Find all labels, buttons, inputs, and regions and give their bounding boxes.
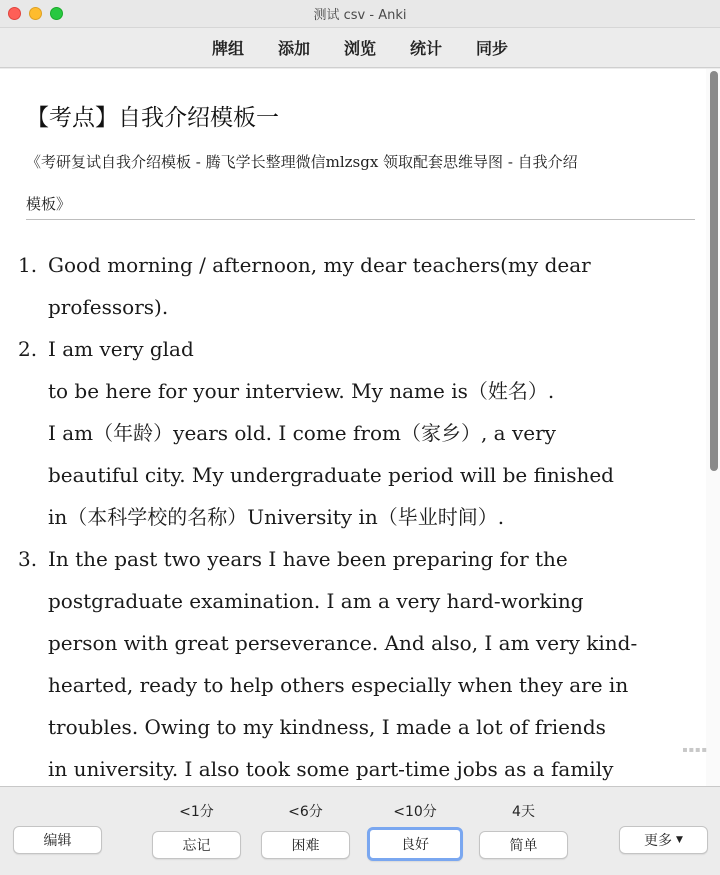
list-item xyxy=(18,244,698,328)
more-button[interactable] xyxy=(619,826,708,854)
interval-good: <10分 xyxy=(393,804,437,820)
toolbar-sync[interactable]: 同步 xyxy=(476,39,509,58)
hard-button[interactable]: 困难 xyxy=(261,831,350,859)
list-line: Good morning / afternoon, my dear teachers(my dear xyxy=(48,253,591,277)
maximize-window-button[interactable] xyxy=(50,7,63,20)
again-button[interactable]: 忘记 xyxy=(152,831,241,859)
list-number: 1. xyxy=(18,253,38,277)
interval-hard: <6分 xyxy=(288,804,323,820)
more-button-label: 更多 xyxy=(644,833,673,849)
list-item xyxy=(18,328,698,538)
list-line: to be here for your interview. My name is（姓名）. xyxy=(48,379,555,403)
toolbar-browse[interactable]: 浏览 xyxy=(343,39,376,58)
list-number: 3. xyxy=(18,547,38,571)
list-item xyxy=(18,538,698,786)
vertical-scrollbar[interactable] xyxy=(706,69,720,786)
card-subtitle-line: 《考研复试自我介绍模板 - 腾飞学长整理微信mlzsgx 领取配套思维导图 - 自我介绍 xyxy=(26,153,578,171)
list-line: hearted, ready to help others especially when they are in xyxy=(48,673,629,697)
list-line: in（本科学校的名称）University in（毕业时间）. xyxy=(48,505,505,529)
scrollbar-thumb[interactable] xyxy=(710,71,718,471)
toolbar-stats[interactable]: 统计 xyxy=(410,39,443,58)
list-number: 2. xyxy=(18,337,38,361)
list-line: professors). xyxy=(48,295,169,319)
window-title: 测试 csv - Anki xyxy=(313,8,407,23)
toolbar-decks[interactable]: 牌组 xyxy=(211,39,244,58)
close-window-button[interactable] xyxy=(8,7,21,20)
card-list xyxy=(18,244,698,786)
window-controls xyxy=(8,7,63,20)
card-subtitle-line: 模板》 xyxy=(26,195,72,213)
list-line: person with great perseverance. And also, I am very kind- xyxy=(48,631,638,655)
list-line: beautiful city. My undergraduate period will be finished xyxy=(48,463,614,487)
interval-again: <1分 xyxy=(179,804,214,820)
interval-easy: 4天 xyxy=(512,804,535,820)
minimize-window-button[interactable] xyxy=(29,7,42,20)
list-line: in university. I also took some part-time jobs as a family xyxy=(48,757,614,781)
title-bar xyxy=(0,0,720,28)
card-divider xyxy=(26,219,695,220)
chevron-down-icon: ▼ xyxy=(676,835,683,845)
list-line: troubles. Owing to my kindness, I made a lot of friends xyxy=(48,715,606,739)
main-toolbar xyxy=(0,28,720,68)
list-line: I am very glad xyxy=(48,337,194,361)
card-view[interactable] xyxy=(0,69,720,786)
card-title: 【考点】自我介绍模板一 xyxy=(26,105,279,131)
card-subtitle xyxy=(26,141,696,225)
answer-bar xyxy=(0,786,720,875)
easy-button[interactable]: 简单 xyxy=(479,831,568,859)
good-button[interactable]: 良好 xyxy=(367,827,463,861)
list-line: postgraduate examination. I am a very hard-working xyxy=(48,589,584,613)
list-line: In the past two years I have been preparing for the xyxy=(48,547,568,571)
toolbar-add[interactable]: 添加 xyxy=(277,39,310,58)
resize-grip-icon[interactable]: ▪▪▪▪ xyxy=(682,745,708,754)
edit-button[interactable]: 编辑 xyxy=(13,826,102,854)
list-line: I am（年龄）years old. I come from（家乡）, a very xyxy=(48,421,556,445)
